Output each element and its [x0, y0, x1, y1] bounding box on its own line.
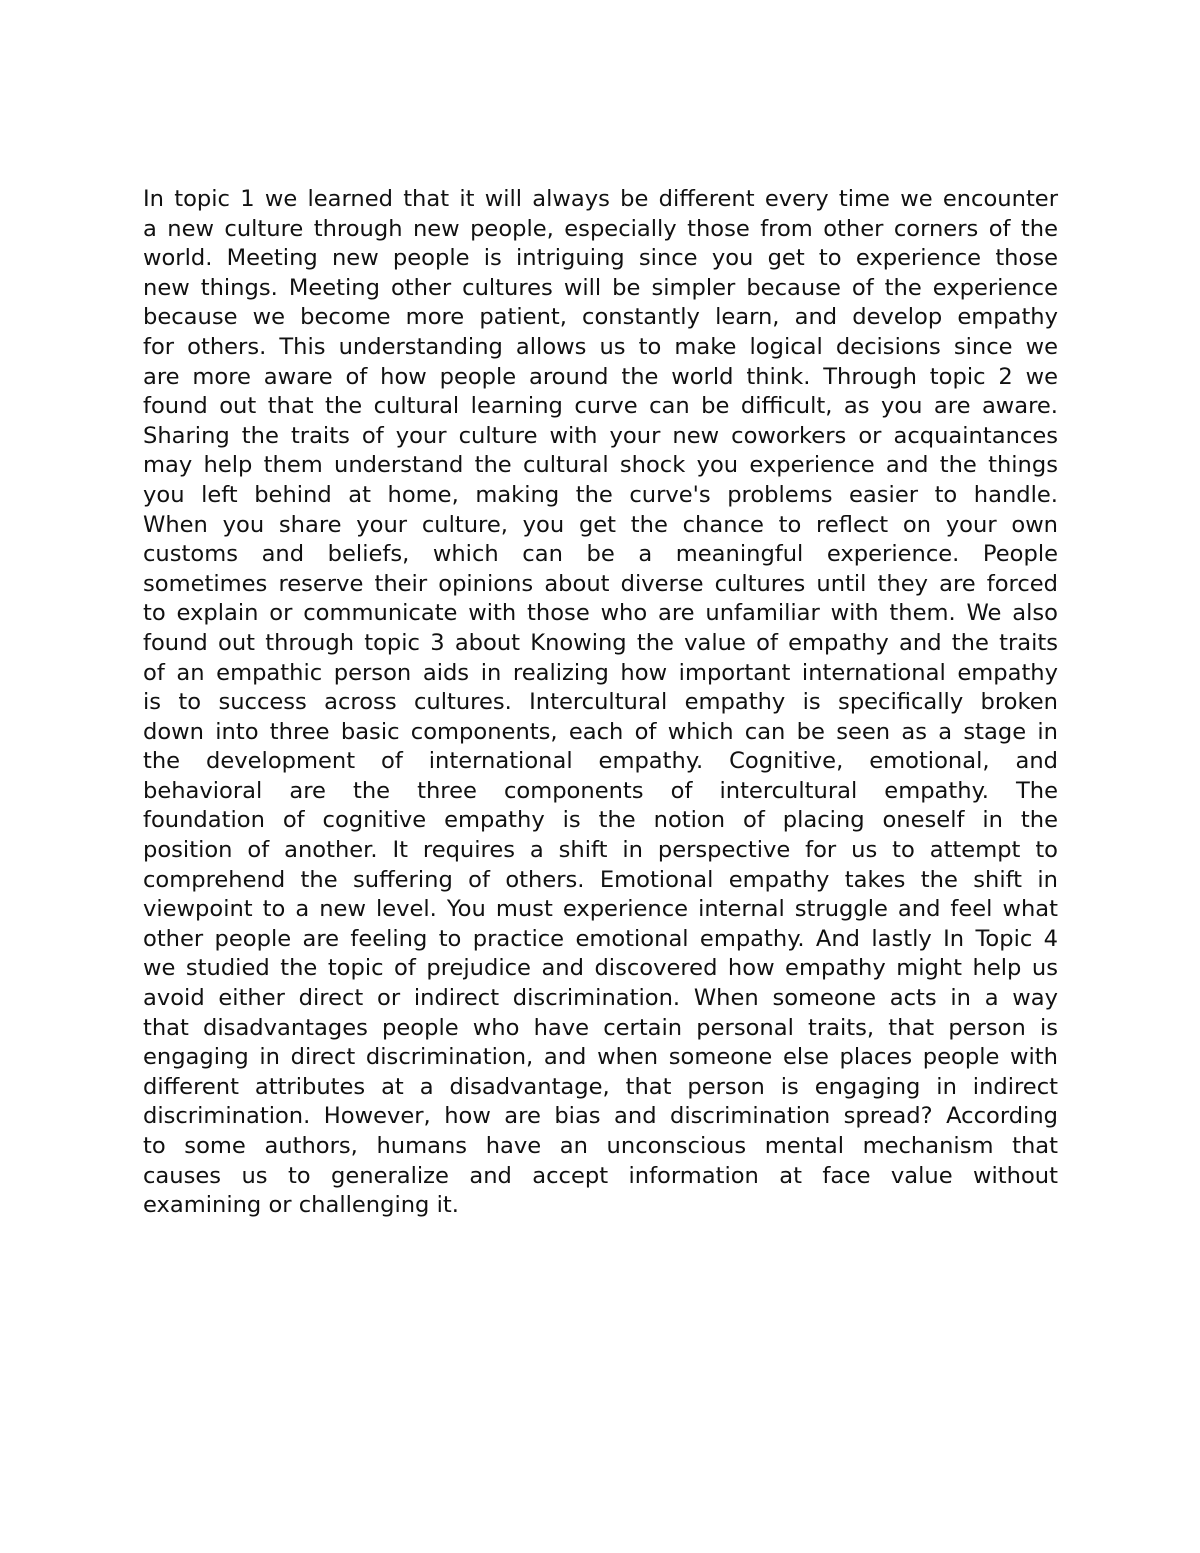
paragraph-line: world. Meeting new people is intriguing since you get to experience those — [143, 245, 1058, 272]
paragraph-line: position of another. It requires a shift in perspective for us to attempt to — [143, 837, 1058, 864]
paragraph-line: for others. This understanding allows us to make logical decisions since we — [143, 333, 1058, 360]
paragraph-line: may help them understand the cultural shock you experience and the things — [143, 452, 1058, 479]
paragraph-line: to some authors, humans have an unconscious mental mechanism that — [143, 1133, 1058, 1159]
paragraph-line: the development of international empathy. Cognitive, emotional, and — [143, 748, 1058, 775]
paragraph-line-last: examining or challenging it. — [143, 1192, 459, 1219]
paragraph-line: of an empathic person aids in realizing how important international empathy — [143, 659, 1058, 686]
paragraph-line: In topic 1 we learned that it will always be different every time we encounter — [143, 186, 1058, 212]
paragraph-line: comprehend the suffering of others. Emotional empathy takes the shift in — [143, 866, 1058, 893]
paragraph-line: Sharing the traits of your culture with your new coworkers or acquaintances — [143, 422, 1058, 449]
paragraph-line: other people are feeling to practice emotional empathy. And lastly In Topic 4 — [143, 925, 1058, 952]
paragraph-line: new things. Meeting other cultures will be simpler because of the experience — [143, 274, 1058, 301]
paragraph-line: different attributes at a disadvantage, that person is engaging in indirect — [143, 1073, 1058, 1100]
paragraph-line: discrimination. However, how are bias and discrimination spread? According — [143, 1103, 1058, 1130]
paragraph-line: we studied the topic of prejudice and discovered how empathy might help us — [143, 955, 1058, 982]
paragraph-line: sometimes reserve their opinions about diverse cultures until they are forced — [143, 570, 1058, 597]
paragraph-line: When you share your culture, you get the chance to reflect on your own — [143, 511, 1058, 538]
paragraph-line: are more aware of how people around the world think. Through topic 2 we — [143, 363, 1058, 390]
paragraph-line: down into three basic components, each of which can be seen as a stage in — [143, 718, 1058, 745]
paragraph-line: viewpoint to a new level. You must experience internal struggle and feel what — [143, 896, 1058, 923]
paragraph-line: found out that the cultural learning curve can be difficult, as you are aware. — [143, 393, 1058, 420]
paragraph-line: that disadvantages people who have certain personal traits, that person is — [143, 1014, 1058, 1041]
paragraph-line: foundation of cognitive empathy is the notion of placing oneself in the — [143, 807, 1058, 834]
body-paragraph — [143, 185, 1058, 1221]
paragraph-line: behavioral are the three components of intercultural empathy. The — [143, 777, 1058, 804]
paragraph-line: to explain or communicate with those who are unfamiliar with them. We also — [143, 600, 1058, 627]
paragraph-line: avoid either direct or indirect discrimination. When someone acts in a way — [143, 985, 1058, 1012]
paragraph-line: a new culture through new people, especially those from other corners of the — [143, 215, 1058, 242]
paragraph-line: because we become more patient, constantly learn, and develop empathy — [143, 304, 1058, 331]
paragraph-line: you left behind at home, making the curve's problems easier to handle. — [143, 481, 1058, 508]
paragraph-line: is to success across cultures. Intercultural empathy is specifically broken — [143, 689, 1058, 716]
paragraph-line: causes us to generalize and accept information at face value without — [143, 1162, 1058, 1189]
paragraph-line: customs and beliefs, which can be a meaningful experience. People — [143, 541, 1058, 568]
paragraph-line: found out through topic 3 about Knowing the value of empathy and the traits — [143, 629, 1058, 656]
paragraph-line: engaging in direct discrimination, and when someone else places people with — [143, 1044, 1058, 1071]
